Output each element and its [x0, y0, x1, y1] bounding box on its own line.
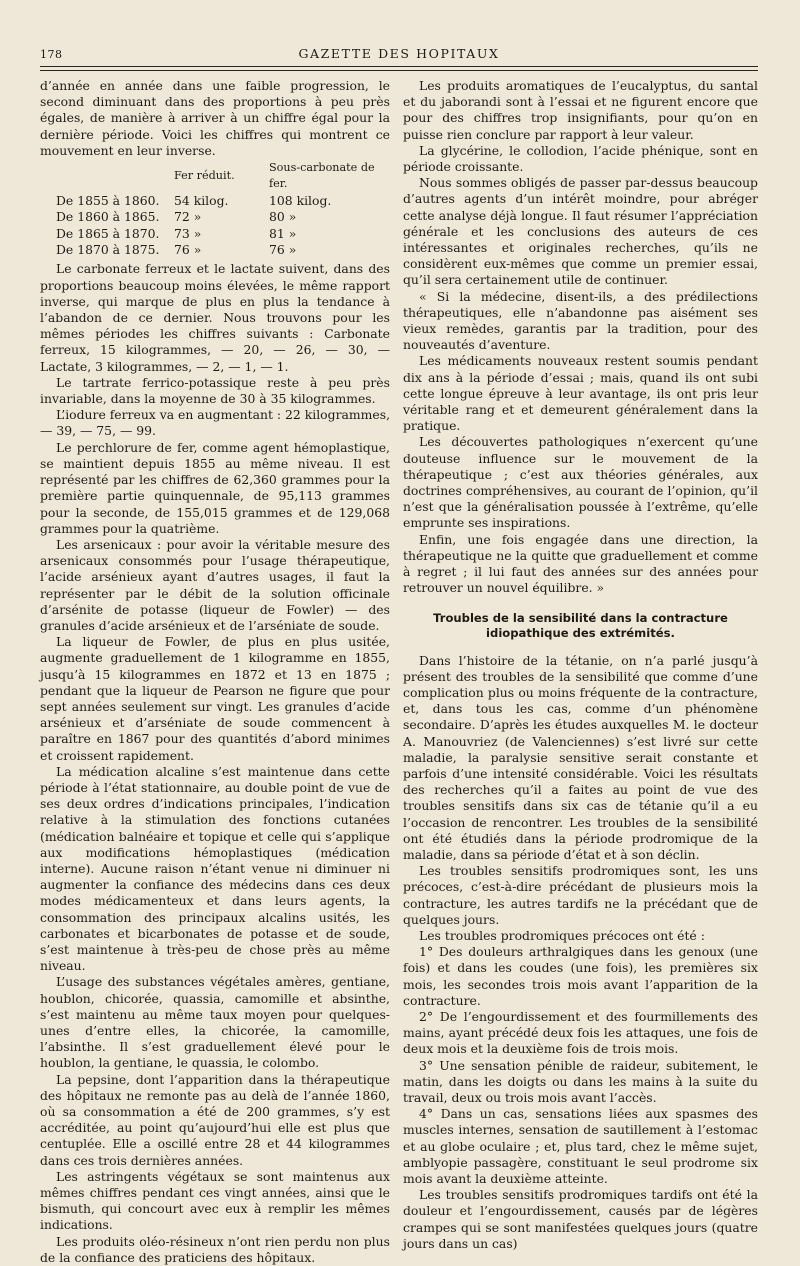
- list-item: 4° Dans un cas, sensations liées aux spasmes des muscles internes, sensation de sautillement à l’estomac et au globe oculaire ; et, plus tard, chez le même sujet, amblyopie passagère, constituant le seul prodrome six mois avant la deuxième atteinte.: [403, 1106, 758, 1186]
- paragraph: Enfin, une fois engagée dans une direction, la thérapeutique ne la quitte que graduellement et comme à regret ; il lui faut des années sur des années pour retrouver un nouvel équilibre. »: [403, 531, 758, 596]
- paragraph: Les médicaments nouveaux restent soumis pendant dix ans à la période d’essai ; mais, quand ils ont subi cette longue épreuve à leur avantage, ils ont pris leur véritable rang et et demeurent généralement dans la pratique.: [403, 353, 758, 434]
- list-item: 1° Des douleurs arthralgiques dans les genoux (une fois) et dans les coudes (une fois), les premières six mois, les secondes trois mois avant l’apparition de la contracture.: [403, 944, 758, 1008]
- table-header-row: [56, 160, 390, 193]
- page-number: 178: [40, 48, 63, 61]
- paragraph: L’iodure ferreux va en augmentant : 22 kilogrammes, — 39, — 75, — 99.: [40, 407, 391, 439]
- paragraph: Les arsenicaux : pour avoir la véritable mesure des arsenicaux consommés pour l’usage thérapeutique, l’acide arsénieux ayant d’autres usages, il faut la représenter par le débit de la solution officinale d’arsénite de potasse (liqueur de Fowler) — des granules d’acide arsénieux et de l’arséniate de soude.: [40, 536, 390, 633]
- table-header: Fer réduit.: [174, 169, 235, 183]
- table-cell: 73 »: [174, 225, 202, 241]
- table-cell: 54 kilog.: [174, 192, 229, 208]
- section-title: [403, 611, 758, 641]
- paragraph: L’usage des substances végétales amères, gentiane, houblon, chicorée, quassia, camomille et absinthe, s’est maintenu au même taux moyen pour quelques-unes d’entre elles, la chicorée, la camomille, l’absinthe. Il s’est graduellement élevé pour le houblon, la gentiane, le quassia, le colombo.: [40, 974, 390, 1071]
- paragraph: La liqueur de Fowler, de plus en plus usitée, augmente graduellement de 1 kilogramme en 1855, jusqu’à 15 kilogrammes en 1872 et 13 en 1875 ; pendant que la liqueur de Pearson ne figure que pour sept années seulement sur vingt. Les granules d’acide arsénieux et d’arséniate de soude commencent à paraître en 1867 pour des quantités d’abord minimes et croissent rapidement.: [40, 634, 390, 763]
- table-header: [56, 160, 174, 193]
- paragraph: d’année en année dans une faible progression, le second diminuant dans des proportions à peu près égales, de manière à arriver à un chiffre égal pour la dernière période. Voici les chiffres qui montrent ce mouvement en leur inverse.: [40, 78, 390, 158]
- header-rule: [40, 66, 758, 67]
- paragraph: La médication alcaline s’est maintenue dans cette période à l’état stationnaire, au double point de vue de ses deux ordres d’indications principales, l’indication relative à la stimulation des fonctions cutanées (médication balnéaire et topique et celle qui s’applique aux modifications hémoplastiques (médication interne). Aucune raison n’étant venue ni diminuer ni augmenter la confiance des médecins dans ces deux modes médicamenteux et dans leurs agents, la consommation des principaux alcalins usités, les carbonates et bicarbonates de potasse et de soude, s’est maintenue à très-peu de chose près au même niveau.: [40, 763, 390, 974]
- table-row: [56, 226, 390, 242]
- left-column: [40, 78, 390, 1266]
- paragraph: Les troubles prodromiques précoces ont été :: [419, 927, 705, 943]
- running-title: GAZETTE DES HOPITAUX: [298, 46, 500, 61]
- paragraph: Le perchlorure de fer, comme agent hémoplastique, se maintient depuis 1855 au même niveau. Il est représenté par les chiffres de 62,360 grammes pour la première partie quinquennale, de 95,113 grammes pour la seconde, de 155,015 grammes et de 129,068 grammes pour la quatrième.: [40, 439, 390, 536]
- paragraph: Les produits oléo-résineux n’ont rien perdu non plus de la confiance des praticiens des hôpitaux.: [40, 1233, 390, 1265]
- paragraph: Les astringents végétaux se sont maintenus aux mêmes chiffres pendant ces vingt années, ainsi que le bismuth, qui concourt avec eux à remplir les mêmes indications.: [40, 1168, 390, 1233]
- table-cell: 80 »: [269, 209, 297, 225]
- table-header: Sous-carbonate de fer.: [269, 161, 375, 191]
- table-cell: De 1865 à 1870.: [56, 225, 160, 241]
- paragraph: Dans l’histoire de la tétanie, on n’a parlé jusqu’à présent des troubles de la sensibilité que comme d’une complication plus ou moins fréquente de la contracture, et, dans tous les cas, comme d’un phénomène secondaire. D’après les études auxquelles M. le docteur A. Manouvriez (de Valenciennes) s’est livré sur cette maladie, la paralysie sensitive serait constante et parfois d’une intensité considérable. Voici les résultats des recherches qu’il a faites au point de vue des troubles sensitifs dans six cas de tétanie qu’il a eu l’occasion de rencontrer. Les troubles de la sensibilité ont été étudiés dans la période prodromique de la maladie, dans sa période d’état et à son déclin.: [403, 652, 758, 862]
- section-title-line: Troubles de la sensibilité dans la contracture: [433, 610, 728, 625]
- paragraph: « Si la médecine, disent-ils, a des prédilections thérapeutiques, elle n’abandonne pas aisément ses vieux remèdes, garantis par la tradition, pour des nouveautés d’aventure.: [403, 288, 758, 353]
- paragraph: Les troubles sensitifs prodromiques sont, les uns précoces, c’est-à-dire précédant de plusieurs mois la contracture, les autres tardifs ne la précédant que de quelques jours.: [403, 863, 758, 927]
- iron-consumption-table: [56, 160, 390, 258]
- paragraph: La glycérine, le collodion, l’acide phénique, sont en période croissante.: [403, 142, 758, 175]
- paragraph: Les découvertes pathologiques n’exercent qu’une douteuse influence sur le mouvement de la thérapeutique ; c’est aux théories générales, aux doctrines compréhensives, au courant de l’opinion, qu’il n’est que la généralisation poussée à l’extrême, qu’elle emprunte ses inspirations.: [403, 434, 758, 531]
- table-cell: De 1870 à 1875.: [56, 242, 160, 258]
- section-title-line: idiopathique des extrémités.: [486, 625, 675, 640]
- table-cell: De 1860 à 1865.: [56, 209, 160, 225]
- paragraph: La pepsine, dont l’apparition dans la thérapeutique des hôpitaux ne remonte pas au delà de l’année 1860, où sa consommation a été de 200 grammes, s’y est accréditée, au point qu’aujourd’hui elle est plus que centuplée. Elle a oscillé entre 28 et 44 kilogrammes dans ces trois dernières années.: [40, 1071, 390, 1168]
- list-item: 2° De l’engourdissement et des fourmillements des mains, ayant précédé deux fois les attaques, une fois de deux mois et la deuxième fois de trois mois.: [403, 1008, 758, 1057]
- table-cell: 76 »: [269, 242, 297, 258]
- table-row: [56, 242, 390, 258]
- table-row: [56, 193, 390, 209]
- paragraph: Nous sommes obligés de passer par-dessus beaucoup d’autres agents d’un intérêt moindre, pour abréger cette analyse déjà longue. Il faut résumer l’appréciation générale et les conclusions des auteurs de ces intéressantes et originales recherches, qu’ils ne considèrent eux-mêmes que comme un premier essai, qu’il sera certainement utile de continuer.: [403, 175, 758, 288]
- page-header: [40, 46, 758, 68]
- paragraph: Les produits aromatiques de l’eucalyptus, du santal et du jaborandi sont à l’essai et ne figurent encore que pour des chiffres trop insignifiants, pour qu’on en puisse rien conclure par rapport à leur valeur.: [403, 78, 758, 142]
- table-cell: 72 »: [174, 209, 202, 225]
- table-cell: 108 kilog.: [269, 192, 332, 208]
- table-row: [56, 209, 390, 225]
- paragraph: Les troubles sensitifs prodromiques tardifs ont été la douleur et l’engourdissement, causés par de légères crampes qui se sont manifestées quelques jours (quatre jours dans un cas): [403, 1187, 758, 1251]
- paragraph: Le carbonate ferreux et le lactate suivent, dans des proportions beaucoup moins élevées, le même rapport inverse, qui marque de plus en plus la tendance à l’abandon de ce dernier. Nous trouvons pour les mêmes périodes les chiffres suivants : Carbonate ferreux, 15 kilogrammes, — 20, — 26, — 30, — Lactate, 3 kilogrammes, — 2, — 1, — 1.: [40, 261, 390, 374]
- right-column: [403, 78, 758, 1252]
- table-cell: De 1855 à 1860.: [56, 192, 160, 208]
- table-cell: 81 »: [269, 225, 297, 241]
- list-item: 3° Une sensation pénible de raideur, subitement, le matin, dans les doigts ou dans les mains à la suite du travail, deux ou trois mois avant l’accès.: [403, 1057, 758, 1105]
- table-cell: 76 »: [174, 242, 202, 258]
- header-rule-thin: [40, 70, 758, 71]
- paragraph: Le tartrate ferrico-potassique reste à peu près invariable, dans la moyenne de 30 à 35 kilogrammes.: [40, 374, 390, 407]
